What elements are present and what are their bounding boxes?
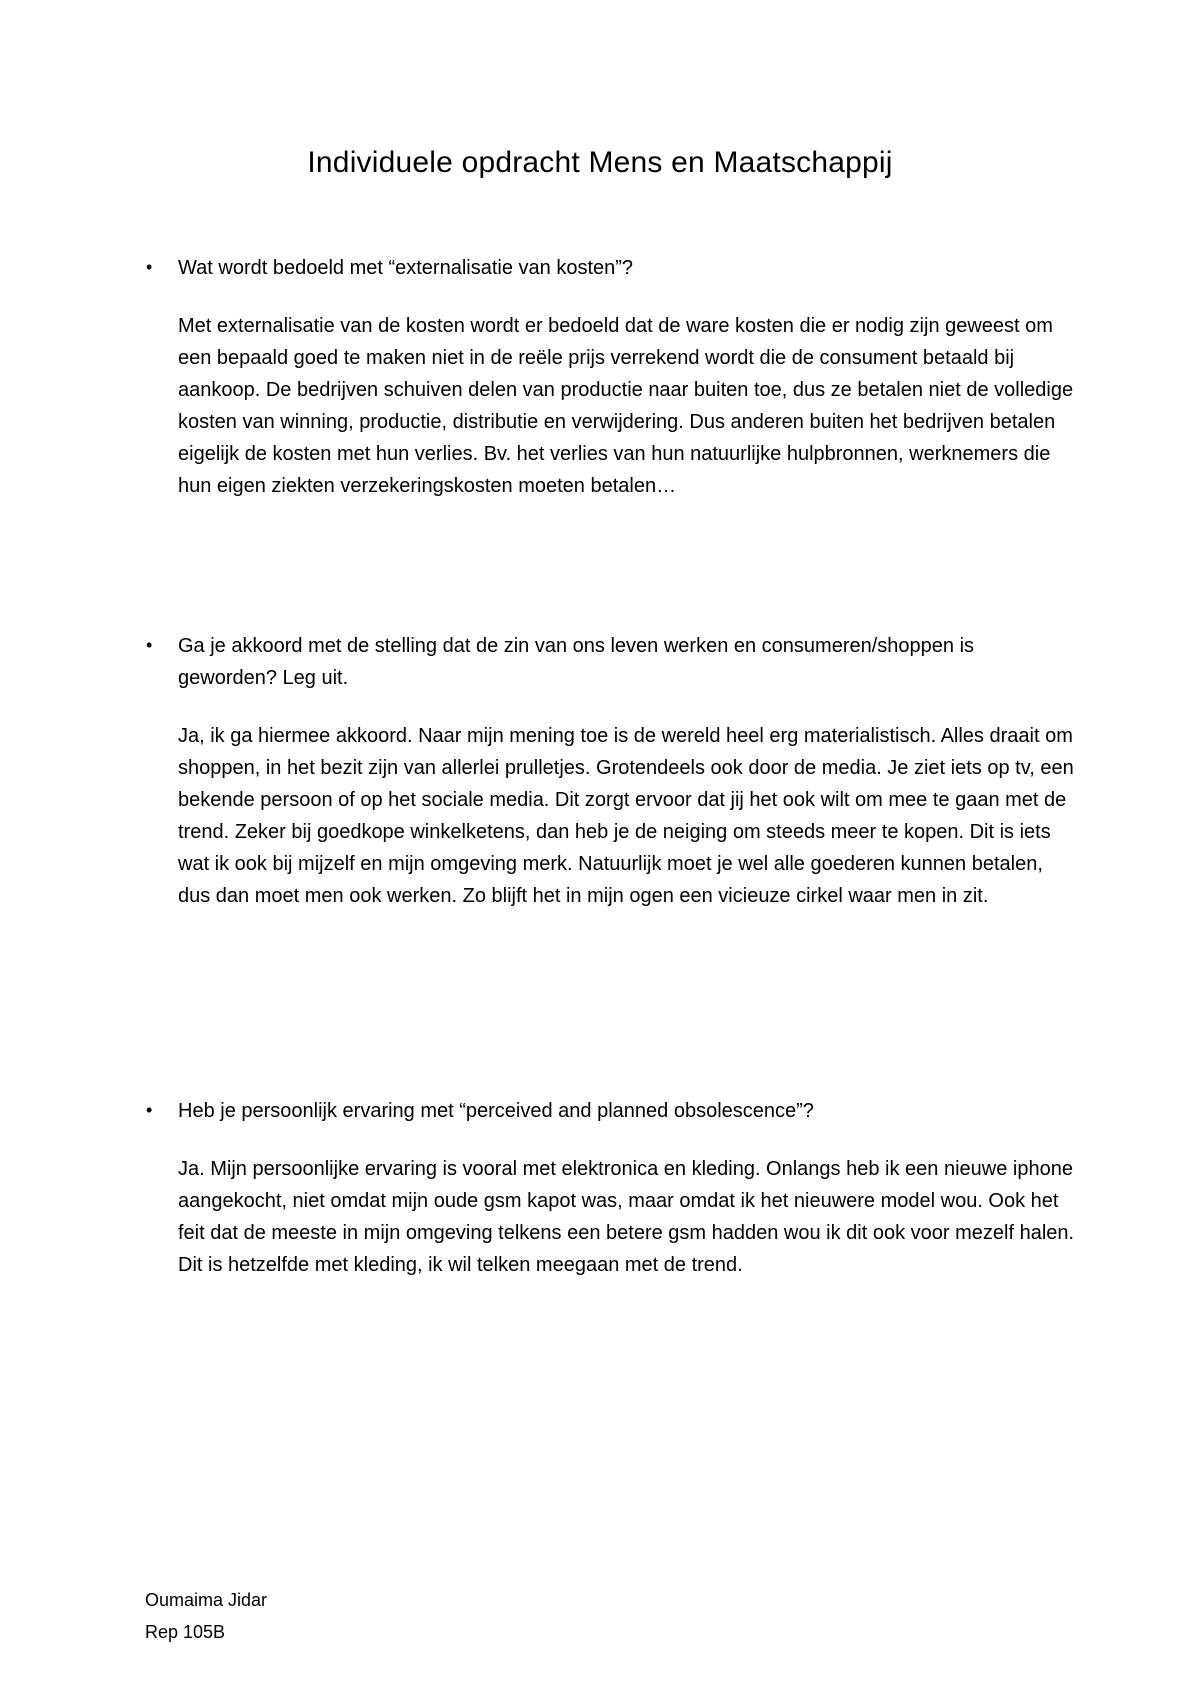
bullet-icon: • [146,635,153,655]
question-text: Wat wordt bedoeld met “externalisatie van kosten”? [178,257,634,279]
page-title: Individuele opdracht Mens en Maatschappij [307,146,893,179]
class-code: Rep 105B [145,1622,226,1642]
footer [145,1584,267,1648]
bullet-icon: • [146,257,153,277]
question-text: Heb je persoonlijk ervaring met “perceived and planned obsolescence”? [178,1100,814,1122]
bullet-icon: • [146,1100,153,1120]
author-name: Oumaima Jidar [145,1590,268,1610]
answer-text: Ja. Mijn persoonlijke ervaring is vooral met elektronica en kleding. Onlangs heb ik een nieuwe iphone aangekocht, niet omdat mijn oude gsm kapot was, maar omdat ik het nieuwere model wou. Ook het feit dat de meeste in mijn omgeving telkens een betere gsm hadden wou ik dit ook voor mezelf halen. Dit is hetzelfde met kleding, ik wil telken meegaan met de trend. [178,1158,1075,1276]
answer-text: Met externalisatie van de kosten wordt er bedoeld dat de ware kosten die er nodig zijn geweest om een bepaald goed te maken niet in de reële prijs verrekend wordt die de consument betaald bij aankoop. De bedrijven schuiven delen van productie naar buiten toe, dus ze betalen niet de volledige kosten van winning, productie, distributie en verwijdering. Dus anderen buiten het bedrijven betalen eigelijk de kosten met hun verlies. Bv. het verlies van hun natuurlijke hulpbronnen, werknemers die hun eigen ziekten verzekeringskosten moeten betalen… [178,315,1074,497]
question-section [146,630,1078,912]
question-section [146,1095,1078,1281]
question-text: Ga je akkoord met de stelling dat de zin van ons leven werken en consumeren/shoppen is geworden? Leg uit. [178,635,975,689]
question-section [146,252,1078,502]
answer-text: Ja, ik ga hiermee akkoord. Naar mijn mening toe is de wereld heel erg materialistisch. Alles draait om shoppen, in het bezit zijn van allerlei prulletjes. Grotendeels ook door de media. Je ziet iets op tv, een bekende persoon of op het sociale media. Dit zorgt ervoor dat jij het ook wilt om mee te gaan met de trend. Zeker bij goedkope winkelketens, dan heb je de neiging om steeds meer te kopen. Dit is iets wat ik ook bij mijzelf en mijn omgeving merk. Natuurlijk moet je wel alle goederen kunnen betalen, dus dan moet men ook werken. Zo blijft het in mijn ogen een vicieuze cirkel waar men in zit. [178,725,1074,907]
